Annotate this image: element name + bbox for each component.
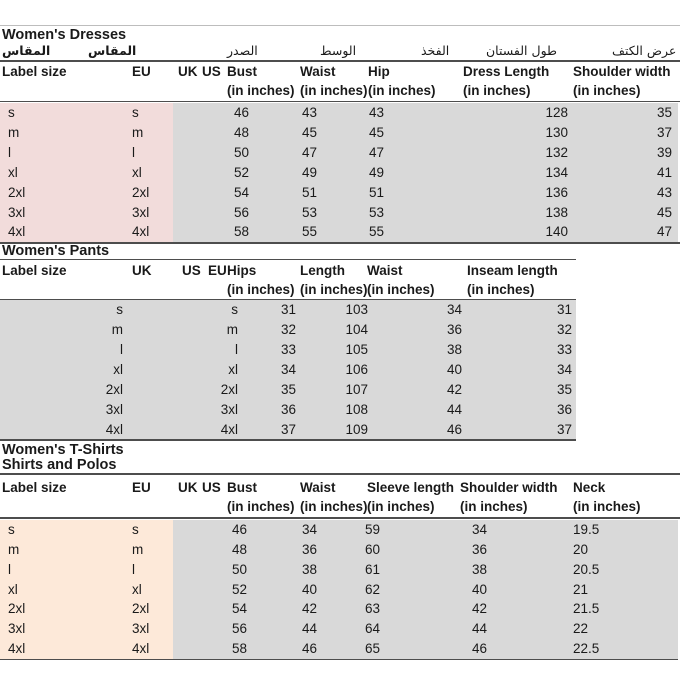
column-unit-cell: (in inches)	[460, 499, 528, 514]
table-cell: 3xl	[105, 401, 123, 417]
column-header-cell: Waist	[367, 263, 403, 278]
table-cell: m	[8, 125, 20, 141]
table-row	[0, 300, 680, 320]
table-cell: 22.5	[573, 641, 600, 657]
table-cell: 107	[345, 381, 368, 397]
divider-line	[0, 25, 680, 26]
table-cell: 2xl	[8, 601, 26, 617]
table-cell: 55	[301, 224, 317, 240]
table-cell: l	[8, 144, 11, 160]
table-cell: s	[8, 105, 15, 121]
table-cell: 44	[446, 401, 462, 417]
table-cell: 46	[231, 521, 247, 537]
column-unit-cell: (in inches)	[300, 282, 368, 297]
table-cell: 50	[231, 561, 247, 577]
table-cell: m	[111, 322, 123, 338]
table-cell: 47	[368, 144, 384, 160]
column-header-cell: Waist	[300, 64, 336, 79]
table-cell: m	[132, 125, 144, 141]
table-cell: 34	[471, 521, 487, 537]
table-cell: 20	[573, 541, 589, 557]
column-unit-cell: (in inches)	[368, 83, 436, 98]
column-unit-cell: (in inches)	[367, 499, 435, 514]
table-cell: 53	[368, 204, 384, 220]
column-header-cell: Shoulder width	[573, 64, 671, 79]
arabic-label-waist: الوسط	[320, 43, 357, 58]
column-header-cell: US	[202, 64, 221, 79]
table-cell: 34	[301, 521, 317, 537]
section-title-dresses: Women's Dresses	[2, 27, 127, 43]
divider-line	[0, 259, 576, 261]
table-cell: 31	[556, 302, 572, 318]
table-row	[0, 360, 680, 380]
table-cell: 38	[301, 561, 317, 577]
table-cell: 4xl	[8, 224, 26, 240]
table-cell: 3xl	[132, 621, 150, 637]
tshirts-table	[0, 520, 680, 659]
table-cell: 33	[280, 342, 296, 358]
table-cell: 40	[446, 362, 462, 377]
dresses-table-rows	[0, 103, 680, 242]
table-cell: 46	[471, 641, 487, 657]
table-cell: 35	[556, 381, 572, 397]
table-cell: 50	[233, 144, 249, 160]
column-header-cell: Label size	[2, 480, 67, 495]
table-cell: 22	[573, 621, 589, 637]
dresses-header-row	[0, 62, 678, 81]
table-cell: 39	[656, 144, 672, 160]
table-row	[0, 399, 680, 419]
table-cell: 46	[301, 641, 317, 657]
table-cell: 54	[233, 184, 249, 200]
arabic-label-bust: الصدر	[227, 43, 258, 58]
table-cell: 58	[231, 641, 247, 657]
table-cell: 44	[301, 621, 317, 637]
table-cell: 37	[656, 125, 672, 141]
table-cell: s	[132, 521, 139, 537]
table-cell: 4xl	[105, 421, 123, 437]
arabic-label-size: المقاس	[2, 43, 51, 58]
pants-subheader-row	[0, 280, 576, 299]
table-cell: 45	[368, 125, 384, 141]
tshirts-header-row	[0, 478, 678, 497]
dresses-subheader-row	[0, 81, 678, 100]
table-cell: 2xl	[105, 381, 123, 397]
column-unit-cell: (in inches)	[227, 83, 295, 98]
table-cell: 52	[233, 164, 249, 180]
table-cell: 37	[556, 421, 572, 437]
table-cell: 2xl	[220, 381, 238, 397]
table-cell: 45	[656, 204, 672, 220]
table-cell: 35	[656, 105, 672, 121]
column-header-cell: US	[182, 263, 201, 278]
dresses-table	[0, 103, 680, 242]
table-cell: 40	[301, 581, 317, 597]
table-cell: 132	[545, 144, 568, 160]
table-cell: 42	[446, 381, 462, 397]
table-cell: 53	[301, 204, 317, 220]
table-cell: 54	[231, 601, 247, 617]
table-cell: l	[132, 561, 135, 577]
table-cell: 46	[233, 105, 249, 121]
column-unit-cell: (in inches)	[227, 499, 295, 514]
table-cell: xl	[113, 362, 123, 377]
column-header-cell: Bust	[227, 480, 257, 495]
table-cell: 49	[368, 164, 384, 180]
table-cell: 59	[364, 521, 380, 537]
table-cell: 136	[545, 184, 568, 200]
table-row	[0, 559, 680, 579]
table-cell: 35	[280, 381, 296, 397]
table-cell: l	[132, 144, 135, 160]
column-header-cell: US	[202, 480, 221, 495]
table-cell: 65	[364, 641, 380, 657]
section-title-tshirts: Women's T-Shirts	[2, 442, 124, 458]
table-cell: 47	[656, 224, 672, 240]
table-cell: 36	[280, 401, 296, 417]
table-cell: m	[132, 541, 144, 557]
table-cell: 34	[556, 362, 572, 377]
table-row	[0, 202, 680, 222]
table-cell: 37	[280, 421, 296, 437]
table-cell: 62	[364, 581, 380, 597]
table-cell: 36	[556, 401, 572, 417]
divider-line	[0, 517, 680, 519]
table-cell: 3xl	[8, 621, 26, 637]
section-title-pants: Women's Pants	[2, 243, 110, 259]
table-cell: 36	[301, 541, 317, 557]
column-header-cell: UK	[178, 64, 198, 79]
column-unit-cell: (in inches)	[367, 282, 435, 297]
column-header-cell: Inseam length	[467, 263, 558, 278]
table-row	[0, 539, 680, 559]
column-header-cell: Label size	[2, 263, 67, 278]
table-cell: 2xl	[132, 184, 150, 200]
pants-table-rows	[0, 300, 680, 439]
table-row	[0, 103, 680, 123]
table-cell: 56	[231, 621, 247, 637]
table-cell: 43	[301, 105, 317, 121]
table-cell: 128	[545, 105, 568, 121]
table-cell: l	[120, 342, 123, 358]
divider-line	[0, 659, 678, 661]
table-cell: 60	[364, 541, 380, 557]
table-row	[0, 619, 680, 639]
table-cell: 51	[301, 184, 317, 200]
table-row	[0, 320, 680, 340]
tshirts-subheader-row	[0, 497, 678, 516]
table-cell: 104	[345, 322, 368, 338]
section-subtitle-shirts-polos: Shirts and Polos	[2, 457, 117, 473]
column-header-cell: UK	[132, 263, 152, 278]
tshirts-table-rows	[0, 520, 680, 659]
table-cell: 2xl	[8, 184, 26, 200]
column-header-cell: Hip	[368, 64, 390, 79]
table-cell: l	[235, 342, 238, 358]
table-cell: 38	[446, 342, 462, 358]
table-cell: 21	[573, 581, 589, 597]
table-cell: 105	[345, 342, 368, 358]
table-cell: s	[8, 521, 15, 537]
table-cell: s	[116, 302, 123, 318]
table-cell: 33	[556, 342, 572, 358]
table-cell: 3xl	[220, 401, 238, 417]
column-unit-cell: (in inches)	[573, 499, 641, 514]
arabic-label-hip: الفخذ	[421, 43, 450, 58]
column-header-cell: Dress Length	[463, 64, 550, 79]
column-header-cell: Sleeve length	[367, 480, 455, 495]
divider-line	[0, 439, 576, 441]
pants-header-row	[0, 261, 576, 280]
table-cell: 63	[364, 601, 380, 617]
table-cell: 41	[656, 164, 672, 180]
table-cell: 45	[301, 125, 317, 141]
table-cell: 4xl	[220, 421, 238, 437]
column-header-cell: EU	[132, 480, 151, 495]
table-cell: 43	[368, 105, 384, 121]
column-unit-cell: (in inches)	[573, 83, 641, 98]
table-cell: 36	[446, 322, 462, 338]
table-cell: 109	[345, 421, 368, 437]
table-cell: 3xl	[8, 204, 26, 220]
table-cell: 56	[233, 204, 249, 220]
table-cell: s	[231, 302, 238, 318]
table-row	[0, 123, 680, 143]
column-header-cell: Neck	[573, 480, 606, 495]
table-row	[0, 520, 680, 540]
table-cell: xl	[8, 164, 18, 180]
column-unit-cell: (in inches)	[227, 282, 295, 297]
table-cell: 103	[345, 302, 368, 318]
table-row	[0, 379, 680, 399]
column-header-cell: Waist	[300, 480, 336, 495]
table-cell: xl	[228, 362, 238, 377]
column-header-cell: Length	[300, 263, 345, 278]
table-row	[0, 182, 680, 202]
column-header-cell: UK	[178, 480, 198, 495]
table-cell: 46	[446, 421, 462, 437]
table-cell: 4xl	[132, 224, 150, 240]
table-cell: xl	[132, 164, 142, 180]
table-cell: 40	[471, 581, 487, 597]
pants-table	[0, 300, 680, 439]
table-cell: 4xl	[8, 641, 26, 657]
column-unit-cell: (in inches)	[300, 83, 368, 98]
column-unit-cell: (in inches)	[300, 499, 368, 514]
table-cell: 21.5	[573, 601, 600, 617]
table-cell: 32	[280, 322, 296, 338]
table-cell: 36	[471, 541, 487, 557]
table-cell: 32	[556, 322, 572, 338]
table-cell: l	[8, 561, 11, 577]
table-cell: 4xl	[132, 641, 150, 657]
table-cell: 34	[280, 362, 296, 377]
table-cell: 106	[345, 362, 368, 377]
table-cell: 138	[545, 204, 568, 220]
arabic-label-shoulder-width: عرض الكتف	[612, 43, 677, 58]
table-row	[0, 579, 680, 599]
arabic-label-dress-length: طول الفستان	[486, 43, 557, 58]
table-row	[0, 639, 680, 659]
table-cell: m	[226, 322, 238, 338]
table-row	[0, 340, 680, 360]
column-header-cell: Shoulder width	[460, 480, 558, 495]
table-row	[0, 162, 680, 182]
table-cell: 19.5	[573, 521, 600, 537]
table-cell: 42	[301, 601, 317, 617]
table-cell: 34	[446, 302, 462, 318]
table-cell: xl	[132, 581, 142, 597]
arabic-label-size-eu: المقاس	[88, 43, 137, 58]
table-cell: 108	[345, 401, 368, 417]
table-cell: 58	[233, 224, 249, 240]
table-cell: 44	[471, 621, 487, 637]
table-row	[0, 143, 680, 163]
table-cell: 51	[368, 184, 384, 200]
table-cell: 43	[656, 184, 672, 200]
column-header-cell: EU	[208, 263, 227, 278]
table-cell: s	[132, 105, 139, 121]
table-cell: 2xl	[132, 601, 150, 617]
table-cell: 31	[280, 302, 296, 318]
table-cell: 42	[471, 601, 487, 617]
table-cell: xl	[8, 581, 18, 597]
table-cell: 48	[231, 541, 247, 557]
table-cell: 49	[301, 164, 317, 180]
table-row	[0, 419, 680, 439]
table-cell: 47	[301, 144, 317, 160]
table-cell: 38	[471, 561, 487, 577]
divider-line	[0, 473, 680, 475]
table-row	[0, 222, 680, 242]
column-header-cell: Label size	[2, 64, 67, 79]
column-header-cell: Hips	[227, 263, 257, 278]
table-cell: 61	[364, 561, 380, 577]
table-cell: 64	[364, 621, 380, 637]
column-unit-cell: (in inches)	[463, 83, 531, 98]
table-cell: 3xl	[132, 204, 150, 220]
table-cell: 55	[368, 224, 384, 240]
column-unit-cell: (in inches)	[467, 282, 535, 297]
table-cell: 20.5	[573, 561, 600, 577]
table-cell: 52	[231, 581, 247, 597]
table-cell: 140	[545, 224, 568, 240]
table-cell: m	[8, 541, 20, 557]
table-cell: 130	[545, 125, 568, 141]
table-cell: 134	[545, 164, 568, 180]
table-cell: 48	[233, 125, 249, 141]
table-row	[0, 599, 680, 619]
column-header-cell: Bust	[227, 64, 257, 79]
column-header-cell: EU	[132, 64, 151, 79]
